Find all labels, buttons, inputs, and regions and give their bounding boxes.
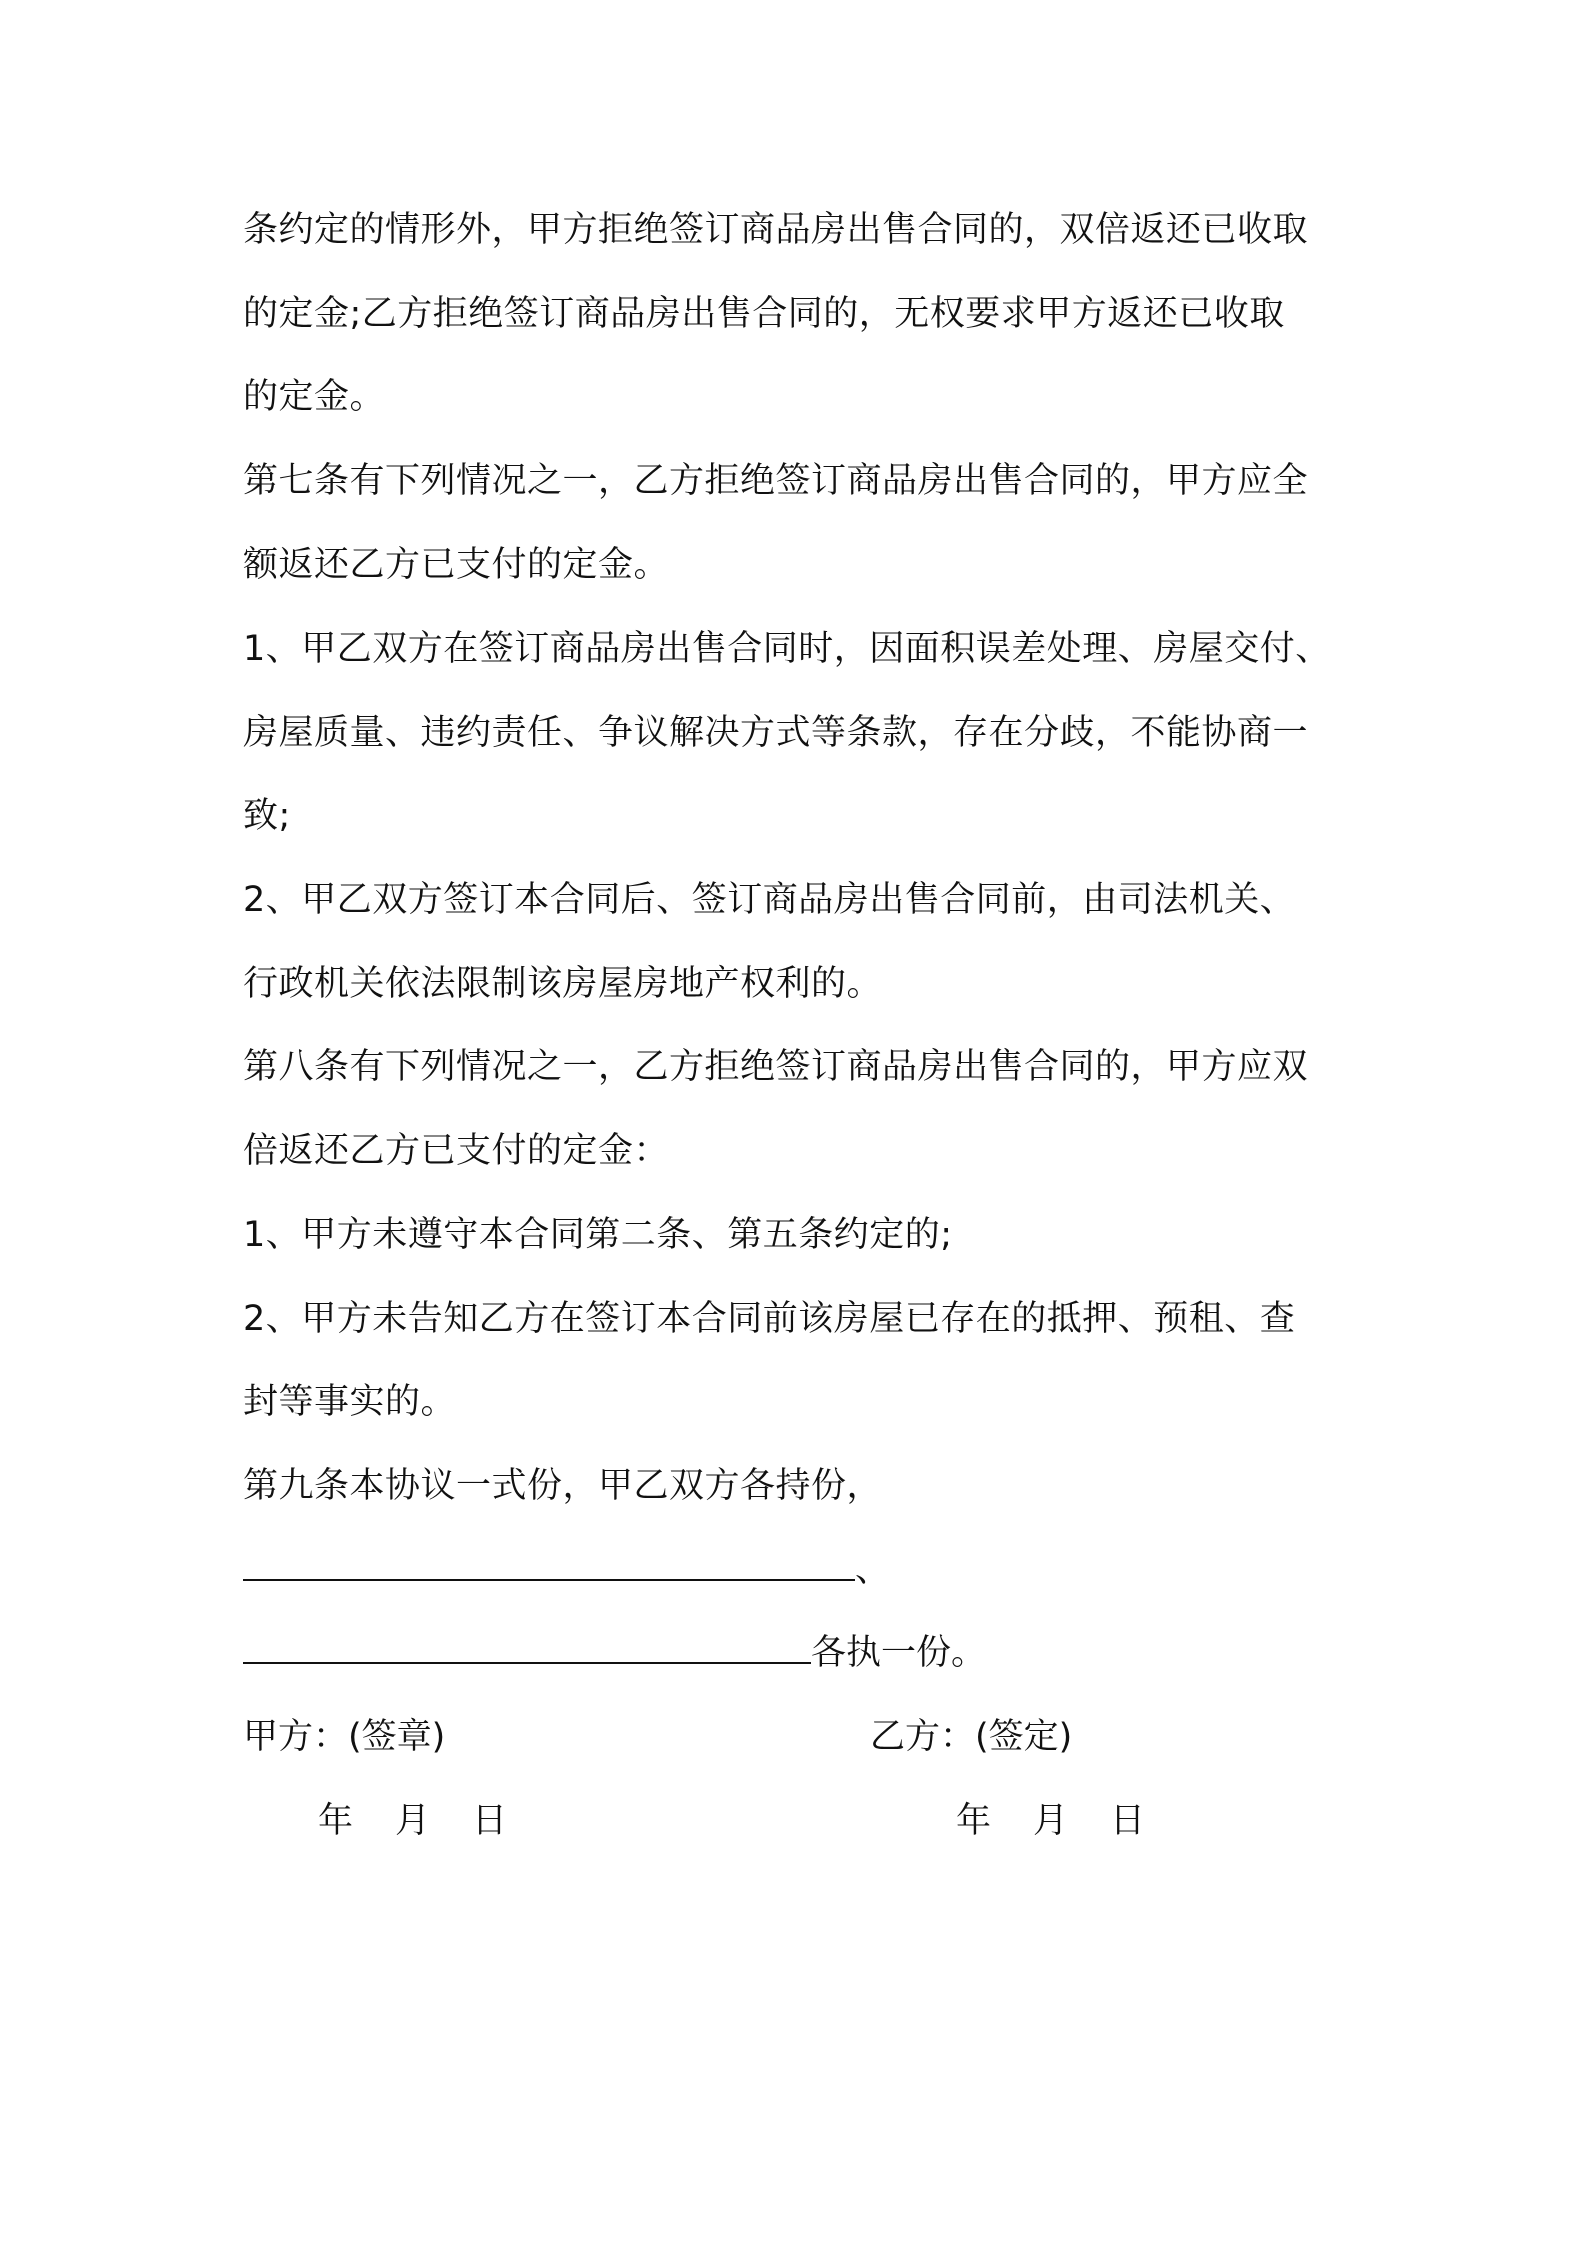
date-year: 年: [318, 1801, 354, 1841]
date-month: 月: [395, 1801, 431, 1841]
party-a-signature-label: 甲方：(签章): [243, 1717, 446, 1757]
date-day: 日: [472, 1801, 508, 1841]
paragraph-line: 封等事实的。: [243, 1382, 457, 1422]
paragraph-line: 的定金。: [243, 377, 386, 417]
paragraph-line: 条约定的情形外，甲方拒绝签订商品房出售合同的，双倍返还已收取: [243, 210, 1309, 250]
blank-suffix: 、: [855, 1550, 891, 1590]
date-day: 日: [1110, 1801, 1146, 1841]
blank-underline: [243, 1632, 811, 1664]
paragraph-line: 的定金;乙方拒绝签订商品房出售合同的，无权要求甲方返还已收取: [243, 294, 1285, 334]
party-b-date: [956, 1799, 1145, 1843]
party-b-signature-label: 乙方：(签定): [870, 1717, 1073, 1757]
date-month: 月: [1033, 1801, 1069, 1841]
clause-line: 1、甲方未遵守本合同第二条、第五条约定的;: [243, 1215, 953, 1255]
paragraph-line: 额返还乙方已支付的定金。: [243, 545, 670, 585]
paragraph-line: 倍返还乙方已支付的定金：: [243, 1131, 670, 1171]
party-a-date: [318, 1799, 507, 1843]
blank-underline: [243, 1549, 855, 1581]
article-8-line: 第八条有下列情况之一，乙方拒绝签订商品房出售合同的，甲方应双: [243, 1047, 1309, 1087]
article-7-line: 第七条有下列情况之一，乙方拒绝签订商品房出售合同的，甲方应全: [243, 461, 1309, 501]
paragraph-line: 致;: [243, 796, 291, 836]
date-year: 年: [956, 1801, 992, 1841]
clause-line: 2、甲乙双方签订本合同后、签订商品房出售合同前，由司法机关、: [243, 880, 1296, 920]
fill-in-line-1: [243, 1548, 890, 1592]
fill-in-line-2: [243, 1631, 986, 1675]
blank-suffix: 各执一份。: [811, 1633, 987, 1673]
paragraph-line: 房屋质量、违约责任、争议解决方式等条款，存在分歧，不能协商一: [243, 713, 1309, 753]
clause-line: 2、甲方未告知乙方在签订本合同前该房屋已存在的抵押、预租、查: [243, 1299, 1296, 1339]
article-9-line: 第九条本协议一式份，甲乙双方各持份，: [243, 1466, 883, 1506]
clause-line: 1、甲乙双方在签订商品房出售合同时，因面积误差处理、房屋交付、: [243, 629, 1331, 669]
paragraph-line: 行政机关依法限制该房屋房地产权利的。: [243, 964, 883, 1004]
